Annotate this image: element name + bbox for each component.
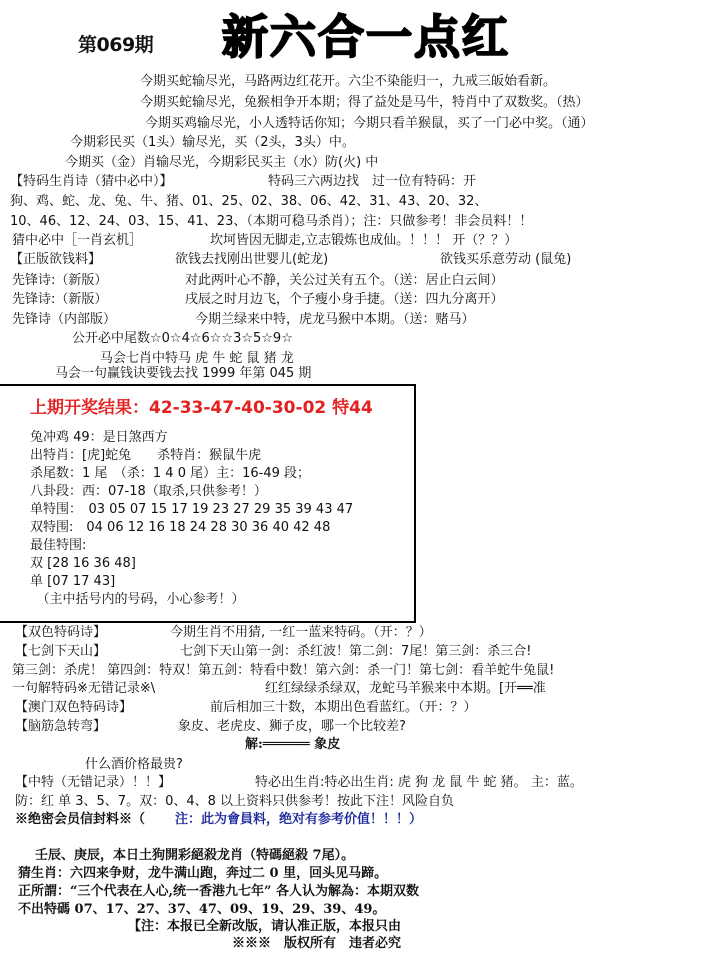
text-line: 猜中必中［一肖玄机］	[12, 233, 143, 248]
text-line: 狗、鸡、蛇、龙、兔、牛、猪、01、25、02、38、06、42、31、43、20、32、	[10, 194, 488, 209]
verse-text: 欲钱去找刚出世婴儿(蛇龙)	[175, 252, 329, 267]
text-line: 防：红 单 3、5、7。双：0、4、8 以上资料只供参考！按此下注！风险自负	[15, 794, 455, 809]
text-line: 【正版欲钱料】	[10, 252, 102, 267]
text-line: 【注：本报已全新改版，请认准正版，本报只由	[128, 919, 402, 934]
result-detail-line: 八卦段：西：07-18（取杀,只供参考！）	[30, 484, 267, 499]
verse-text: 象皮、老虎皮、狮子皮，哪一个比较差?	[178, 719, 406, 734]
text-line: 今期买蛇输尽光，马路两边红花开。六尘不染能归一，九戒三皈始看新。	[140, 74, 557, 89]
verse-text: 对此两叶心不静，关公过关有五个。（送：居止白云间）	[185, 273, 504, 288]
text-line: 第三剑：杀虎！ 第四剑：特双！第五剑：特看中数！第六剑：杀一门！第七剑：看羊蛇牛兔鼠!	[12, 663, 555, 678]
text-line: 【脑筋急转弯】	[15, 719, 107, 734]
verse-text: 七剑下天山第一剑：杀红波！第二剑：7尾！第三剑：杀三合!	[180, 644, 532, 659]
verse-text: 戌辰之时月边飞，个子瘦小身手捷。（送：四九分离开）	[185, 292, 504, 307]
text-line: 【澳门双色特码诗】	[15, 700, 133, 715]
issue-number: 第069期	[78, 34, 154, 56]
result-detail-line: 单 [07 17 43]	[30, 574, 116, 589]
text-line: 一句解特码※无错记录※\	[12, 681, 156, 696]
text-line: 先锋诗（内部版）	[12, 312, 117, 327]
result-detail-line: 杀尾数：1 尾 （杀：1 4 0 尾）主：16-49 段；	[30, 466, 311, 481]
verse-text: 今期生肖不用猜, 一红一蓝来特码。（开：？）	[170, 625, 432, 640]
result-detail-line: （主中括号内的号码，小心参考！）	[30, 592, 245, 607]
result-detail-line: 双特围: 04 06 12 16 18 24 28 30 36 40 42 48	[30, 520, 331, 535]
masthead-title: 新六合一点红	[222, 10, 510, 64]
text-line: 马会七肖中特马 虎 牛 蛇 鼠 猪 龙	[100, 351, 294, 366]
text-line: 【特码生肖诗（猜中必中）】	[10, 174, 173, 189]
verse-text: 特必出生肖:特必出生肖: 虎 狗 龙 鼠 牛 蛇 猪。 主：蓝。	[255, 775, 583, 790]
last-result-box	[0, 384, 416, 623]
text-line: 【中特（无错记录）！！】	[15, 775, 172, 790]
text-line: 今期买鸡输尽光，小人透特话你知；今期只看羊猴鼠，买了一门必中奖。（通）	[145, 116, 594, 131]
text-line: 今期买（金）肖输尽光，今期彩民买主（水）防(火) 中	[65, 155, 379, 170]
text-line: ※※※ 版权所有 违者必究	[232, 936, 402, 951]
verse-text: 欲钱买乐意劳动 (鼠兔)	[440, 252, 572, 267]
text-line: 今期彩民买（1头）输尽光，买（2头，3头）中。	[70, 135, 355, 150]
text-line: 正所謂：“三个代表在人心,统一香港九七年” 各人认为解為：本期双数	[18, 884, 420, 899]
verse-text: 前后相加三十数，本期出色看蓝红。（开：？）	[210, 700, 477, 715]
text-line: 10、46、12、24、03、15、41、23、（本期可稳马杀肖）；注：只做参考！非会员料！！	[10, 214, 533, 229]
text-line: 不出特碼 07、17、27、37、47、09、19、29、39、49。	[18, 902, 386, 917]
text-line: 先锋诗:（新版）	[12, 292, 108, 307]
verse-text: 坎坷皆因无脚走,立志锻炼也成仙。！！！ 开（？？）	[210, 233, 518, 248]
text-line: 今期买蛇输尽光，兔猴相争开本期；得了益处是马牛，特肖中了双数奖。（热）	[140, 95, 589, 110]
text-line: 猜生肖：六四来争财，龙牛满山跑，奔过二 0 里，回头见马蹄。	[18, 866, 388, 881]
verse-text: 注：此为會員料，绝对有参考价值！！！）	[175, 812, 423, 827]
text-line: 马会一句赢钱诀要钱去找 1999 年第 045 期	[55, 366, 312, 381]
result-detail-line: 双 [28 16 36 48]	[30, 556, 136, 571]
text-line: 壬辰、庚辰，本日土狗開彩絕殺龙肖（特碼絕殺 7尾）。	[35, 848, 355, 863]
verse-text: 红红绿绿杀绿双，龙蛇马羊猴来中本期。[开══准	[265, 681, 546, 696]
result-detail-line: 最佳特围:	[30, 538, 87, 553]
text-line: ※绝密会员信封料※（	[15, 812, 146, 827]
text-line: 【双色特码诗】	[15, 625, 107, 640]
result-detail-line: 单特围： 03 05 07 15 17 19 23 27 29 35 39 43 47	[30, 502, 354, 517]
text-line: 什么酒价格最贵?	[85, 757, 183, 772]
result-detail-line: 兔冲鸡 49：是日煞西方	[30, 430, 168, 445]
verse-text: 特码三六两边找 过一位有特码：开	[268, 174, 477, 189]
text-line: 公开必中尾数☆0☆4☆6☆☆3☆5☆9☆	[72, 331, 293, 346]
text-line: 先锋诗:（新版）	[12, 273, 108, 288]
text-line: 【七剑下天山】	[15, 644, 107, 659]
verse-text: 今期兰绿来中特，虎龙马猴中本期。（送：赌马）	[195, 312, 475, 327]
last-result-headline: 上期开奖结果：42-33-47-40-30-02 特44	[30, 398, 373, 418]
result-detail-line: 出特肖：[虎]蛇兔 杀特肖：猴鼠牛虎	[30, 448, 262, 463]
text-line: 解:══════ 象皮	[245, 737, 341, 752]
